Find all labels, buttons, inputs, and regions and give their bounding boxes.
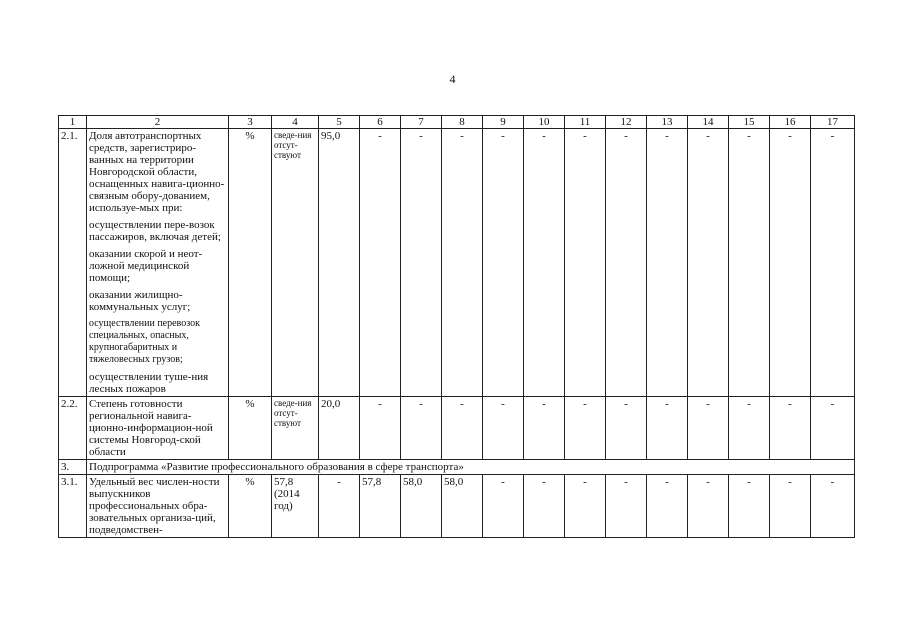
column-header: 15 (729, 116, 770, 129)
value-cell: - (647, 397, 688, 460)
column-header: 7 (401, 116, 442, 129)
value-cell: 58,0 (442, 475, 483, 538)
value-cell: - (401, 129, 442, 397)
value-cell: - (319, 475, 360, 538)
column-header: 3 (229, 116, 272, 129)
value-cell: - (524, 475, 565, 538)
page-number: 4 (449, 72, 456, 86)
column-header: 10 (524, 116, 565, 129)
value-cell: - (647, 129, 688, 397)
base-value-cell: сведе-ния отсут-ствуют (272, 397, 319, 460)
value-cell: - (401, 397, 442, 460)
column-header: 8 (442, 116, 483, 129)
value-cell: - (360, 129, 401, 397)
value-cell: - (770, 475, 811, 538)
value-cell: - (811, 397, 855, 460)
indicator-name (87, 129, 229, 397)
value-cell: - (483, 129, 524, 397)
value-cell: - (442, 397, 483, 460)
section-title: Подпрограмма «Развитие профессионального образования в сфере транспорта» (87, 460, 855, 475)
row-number: 2.2. (59, 397, 87, 460)
value-cell: 20,0 (319, 397, 360, 460)
value-cell: - (811, 129, 855, 397)
value-cell: - (360, 397, 401, 460)
value-cell: - (524, 397, 565, 460)
value-cell: - (565, 475, 606, 538)
indicator-text: Степень готовности региональной навига-ционно-информацион-ной системы Новгород-ской области (89, 398, 213, 458)
value-cell: - (483, 397, 524, 460)
value-cell: - (524, 129, 565, 397)
value-cell: - (770, 397, 811, 460)
value-cell: - (729, 397, 770, 460)
indicators-table (58, 115, 855, 538)
column-header: 16 (770, 116, 811, 129)
value-cell: 95,0 (319, 129, 360, 397)
indicator-text: осуществлении туше-ния лесных пожаров (89, 371, 209, 395)
section-number: 3. (59, 460, 87, 475)
header-row (59, 116, 855, 129)
column-header: 17 (811, 116, 855, 129)
value-cell: - (565, 397, 606, 460)
column-header: 13 (647, 116, 688, 129)
value-cell: - (606, 475, 647, 538)
indicator-text: осуществлении перевозок специальных, опасных, крупногабаритных и тяжеловесных грузов; (89, 318, 200, 365)
value-cell: - (688, 475, 729, 538)
indicator-text: оказании жилищно-коммунальных услуг; (89, 289, 191, 313)
value-cell: - (565, 129, 606, 397)
unit-cell: % (229, 397, 272, 460)
value-cell: - (770, 129, 811, 397)
value-cell: - (606, 129, 647, 397)
indicator-text: Доля автотранспортных средств, зарегистриро-ванных на территории Новгородской области, оснащенных навига-ционно-связным обору-дованием, используе-мых при: (89, 130, 225, 214)
value-cell: 58,0 (401, 475, 442, 538)
value-cell: - (647, 475, 688, 538)
value-cell: 57,8 (360, 475, 401, 538)
indicator-name (87, 475, 229, 538)
column-header: 12 (606, 116, 647, 129)
column-header: 1 (59, 116, 87, 129)
value-cell: - (811, 475, 855, 538)
value-cell: - (483, 475, 524, 538)
indicator-name (87, 397, 229, 460)
column-header: 9 (483, 116, 524, 129)
base-value-cell: сведе-ния отсут-ствуют (272, 129, 319, 397)
unit-cell: % (229, 475, 272, 538)
value-cell: - (606, 397, 647, 460)
indicator-text: осуществлении пере-возок пассажиров, включая детей; (89, 219, 221, 243)
column-header: 4 (272, 116, 319, 129)
unit-cell: % (229, 129, 272, 397)
value-cell: - (688, 129, 729, 397)
table-row (59, 475, 855, 538)
value-cell: - (729, 475, 770, 538)
table-row (59, 129, 855, 397)
indicator-text: оказании скорой и неот-ложной медицинской помощи; (89, 248, 203, 284)
indicator-text: Удельный вес числен-ности выпускников профессиональных обра-зовательных организа-ций, подведомствен- (89, 476, 220, 536)
value-cell: - (688, 397, 729, 460)
table-row (59, 397, 855, 460)
value-cell: - (729, 129, 770, 397)
column-header: 6 (360, 116, 401, 129)
column-header: 5 (319, 116, 360, 129)
value-cell: - (442, 129, 483, 397)
row-number: 2.1. (59, 129, 87, 397)
column-header: 11 (565, 116, 606, 129)
column-header: 2 (87, 116, 229, 129)
base-value-cell: 57,8 (2014 год) (272, 475, 319, 538)
section-row (59, 460, 855, 475)
row-number: 3.1. (59, 475, 87, 538)
column-header: 14 (688, 116, 729, 129)
